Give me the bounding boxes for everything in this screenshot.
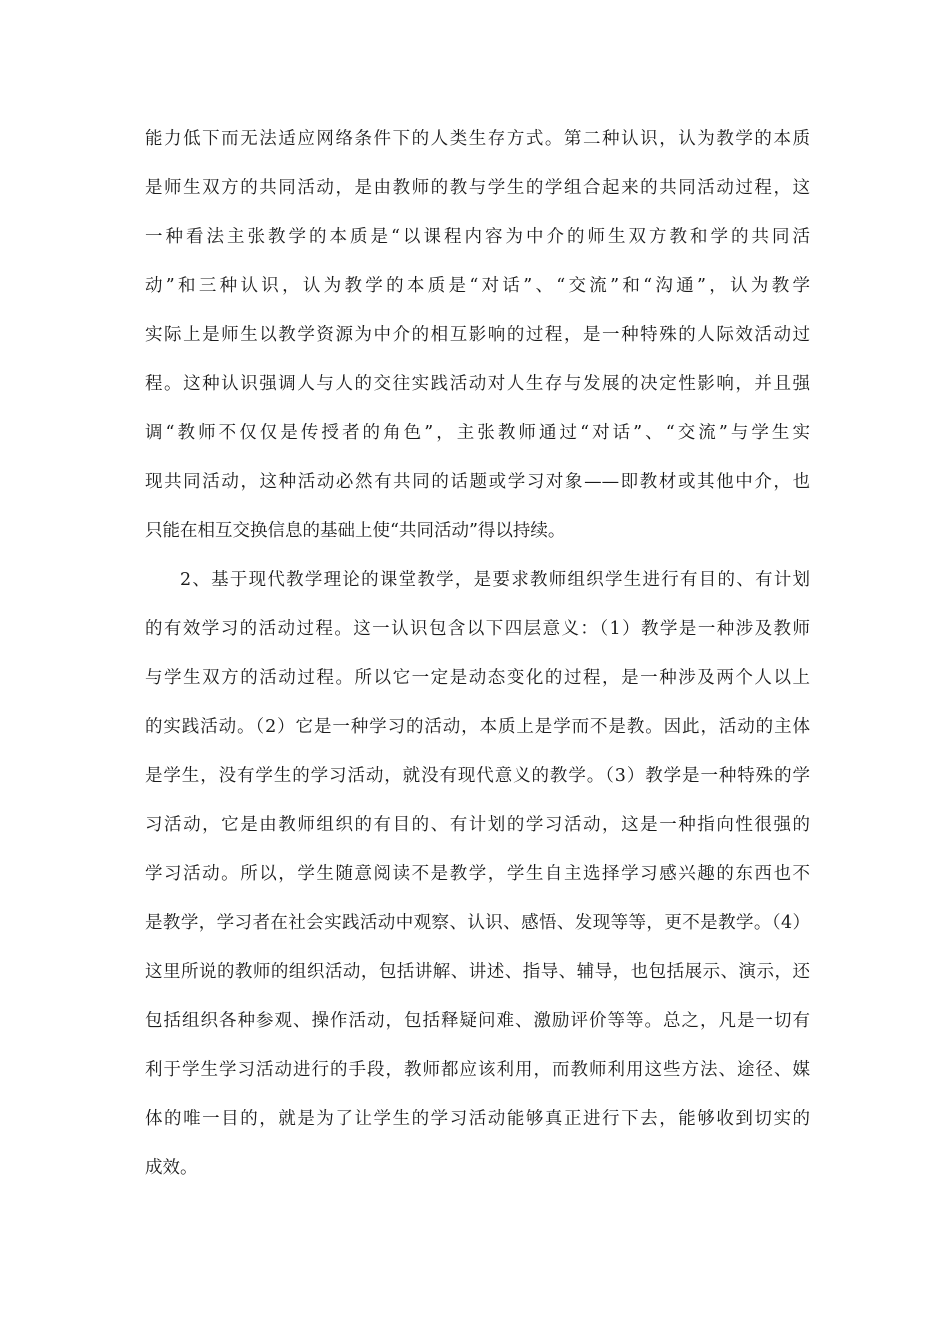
paragraph-line: 的实践活动。（2）它是一种学习的活动，本质上是学而不是教。因此，活动的主体 [145, 717, 810, 737]
paragraph-line: 实际上是师生以教学资源为中介的相互影响的过程，是一种特殊的人际效活动过 [145, 325, 810, 345]
paragraph-line: 一种看法主张教学的本质是“以课程内容为中介的师生双方教和学的共同活 [145, 227, 810, 247]
paragraph-line: 2、基于现代教学理论的课堂教学，是要求教师组织学生进行有目的、有计划 [180, 570, 810, 590]
paragraph-line: 包括组织各种参观、操作活动，包括释疑问难、激励评价等等。总之，凡是一切有 [145, 1011, 810, 1031]
paragraph-line: 是师生双方的共同活动，是由教师的教与学生的学组合起来的共同活动过程，这 [145, 178, 810, 198]
paragraph-line: 利于学生学习活动进行的手段，教师都应该利用，而教师利用这些方法、途径、媒 [145, 1060, 810, 1080]
paragraph-line: 只能在相互交换信息的基础上使“共同活动”得以持续。 [145, 521, 566, 541]
paragraph-line: 体的唯一目的，就是为了让学生的学习活动能够真正进行下去，能够收到切实的 [145, 1109, 810, 1129]
paragraph-line: 习活动，它是由教师组织的有目的、有计划的学习活动，这是一种指向性很强的 [145, 815, 810, 835]
paragraph-2 [145, 559, 810, 1196]
paragraph-line: 现共同活动，这种活动必然有共同的话题或学习对象——即教材或其他中介，也 [145, 472, 810, 492]
paragraph-line: 学习活动。所以，学生随意阅读不是教学，学生自主选择学习感兴趣的东西也不 [145, 864, 810, 884]
paragraph-line: 调“教师不仅仅是传授者的角色”，主张教师通过“对话”、“交流”与学生实 [145, 423, 810, 443]
paragraph-line: 能力低下而无法适应网络条件下的人类生存方式。第二种认识，认为教学的本质 [145, 129, 810, 149]
paragraph-line: 动”和三种认识，认为教学的本质是“对话”、“交流”和“沟通”，认为教学 [145, 276, 810, 296]
paragraph-line: 的有效学习的活动过程。这一认识包含以下四层意义：（1）教学是一种涉及教师 [145, 619, 810, 639]
paragraph-line: 成效。 [145, 1158, 198, 1178]
paragraph-line: 程。这种认识强调人与人的交往实践活动对人生存与发展的决定性影响，并且强 [145, 374, 810, 394]
document-body [145, 118, 810, 1196]
paragraph-line: 这里所说的教师的组织活动，包括讲解、讲述、指导、辅导，也包括展示、演示，还 [145, 962, 810, 982]
paragraph-line: 与学生双方的活动过程。所以它一定是动态变化的过程，是一种涉及两个人以上 [145, 668, 810, 688]
paragraph-line: 是教学，学习者在社会实践活动中观察、认识、感悟、发现等等，更不是教学。（4） [145, 913, 810, 933]
paragraph-line: 是学生，没有学生的学习活动，就没有现代意义的教学。（3）教学是一种特殊的学 [145, 766, 810, 786]
paragraph-1 [145, 118, 810, 559]
